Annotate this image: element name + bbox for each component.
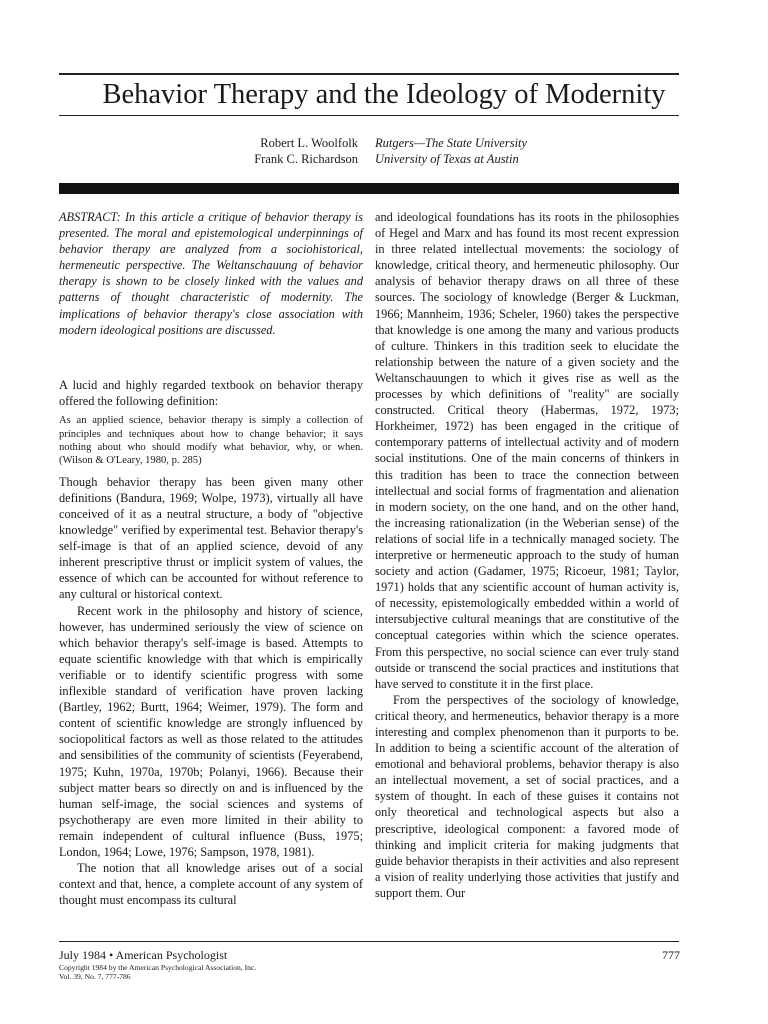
footer-rule (59, 941, 679, 942)
body-paragraph: The notion that all knowledge arises out of a social context and that, hence, a complete account of any system of thought must encompass its cultural (59, 861, 363, 908)
author-affiliation: University of Texas at Austin (375, 152, 519, 166)
left-column-body (59, 377, 363, 908)
author-affiliation: Rutgers—The State University (375, 136, 528, 150)
author-name: Robert L. Woolfolk (260, 136, 358, 150)
block-quote: As an applied science, behavior therapy is simply a collection of principles and techniques about how to change behavior; it says nothing about who should modify what behavior, why, or when. (Wilson & O'Leary, 1980, p. 285) (59, 415, 363, 467)
abstract: ABSTRACT: In this article a critique of behavior therapy is presented. The moral and epistemological underpinnings of behavior therapy are analyzed from a sociohistorical, hermeneutic perspective. The Weltanschauung of behavior therapy is shown to be closely linked with the values and patterns of thought characteristic of modernity. The implications of behavior therapy's close association with modern ideological positions are discussed. (59, 210, 363, 337)
page-number: 777 (662, 948, 680, 962)
body-paragraph: Though behavior therapy has been given many other definitions (Bandura, 1969; Wolpe, 1973), virtually all have conceived of it as a neutral structure, a body of "objective knowledge" verified by experimental test. Behavior therapy's self-image is that of an applied science, devoid of any inherent prescriptive thrust or implicit system of values, the essence of which can be accounted for without reference to any cultural or historical context. (59, 474, 363, 602)
top-rule (59, 73, 679, 75)
volume-line: Vol. 39, No. 7, 777-786 (59, 971, 131, 981)
title-underline (59, 115, 679, 116)
journal-line: July 1984 • American Psychologist (59, 948, 228, 962)
article-title: Behavior Therapy and the Ideology of Modernity (102, 79, 666, 110)
left-column (59, 209, 363, 338)
intro-paragraph: A lucid and highly regarded textbook on behavior therapy offered the following definition: (59, 378, 363, 409)
body-paragraph: and ideological foundations has its roots in the philosophies of Hegel and Marx and has found its most recent expression in three related intellectual movements: the sociology of knowledge, critical theory, and hermeneutic philosophy. Our analysis of behavior therapy draws on all three of these sources. The sociology of knowledge (Berger & Luckman, 1966; Mannheim, 1936; Scheler, 1960) takes the perspective that knowledge is one among the many and various products of culture. Thinkers in this tradition seek to elucidate the relationship between the nature of a given society and the Weltanschauungen to which it gives rise as well as the processes by which definitions of "reality" are socially constructed. Critical theory (Habermas, 1972, 1973; Horkheimer, 1972) has been engaged in the critique of contemporary patterns of intellectual activity and of modern social institutions. One of the main concerns of thinkers in this tradition has been to trace the connection between intellectual and social forms of fragmentation and alienation in modern society, on the one hand, and on the other hand, the increasing rationalization (in the Weberian sense) of the relations of social life in a technically managed society. The interpretive or hermeneutic approach to the study of human society and action (Gadamer, 1975; Ricoeur, 1981; Taylor, 1971) holds that any scientific account of human activity is, of necessity, epistemologically embedded within a world of intersubjective cultural meanings that are constitutive of the conceptual categories within which the science operates. From this perspective, no social science can ever truly stand outside or transcend the social practices and institutions that have served to constitute it in the first place. (375, 210, 679, 691)
copyright-notice (59, 964, 256, 981)
body-paragraph: Recent work in the philosophy and history of science, however, has undermined seriously the view of science on which behavior therapy's self-image is based. Attempts to equate scientific knowledge with that which is empirically verifiable or to identify scientific progress with some inflexible standard of verification have proven lacking (Bartley, 1962; Burtt, 1964; Weimer, 1979). The form and content of scientific knowledge are strongly influenced by sociopolitical factors as well as those related to the attitudes and sensibilities of the community of scientists (Feyerabend, 1975; Kuhn, 1970a, 1970b; Polanyi, 1966). Because their subject matter bears so directly on and is influenced by the human self-image, the social sciences and systems of psychotherapy are even more limited in their ability to remain independent of cultural influence (Buss, 1975; London, 1964; Lowe, 1976; Sampson, 1978, 1981). (59, 603, 363, 859)
right-column (375, 209, 679, 901)
copyright-line: Copyright 1984 by the American Psychological Association, Inc. (59, 963, 257, 972)
section-banner-bar (59, 183, 679, 194)
body-paragraph: From the perspectives of the sociology of knowledge, critical theory, and hermeneutics, behavior therapy is a more interesting and complex phenomenon than it purports to be. In addition to being a scientific account of the alteration of emotional and behavioral problems, behavior therapy is also an intellectual movement, a set of social practices, and a system of thought. In each of these guises it contains not only theoretical and technological aspects but also a prescriptive, ideological component: a favored mode of thinking and implicit criteria for making judgments that guide behavior therapists in their activities and also represent a vision of reality underlying those activities that justify and support them. Our (375, 692, 679, 900)
author-name: Frank C. Richardson (254, 152, 358, 166)
